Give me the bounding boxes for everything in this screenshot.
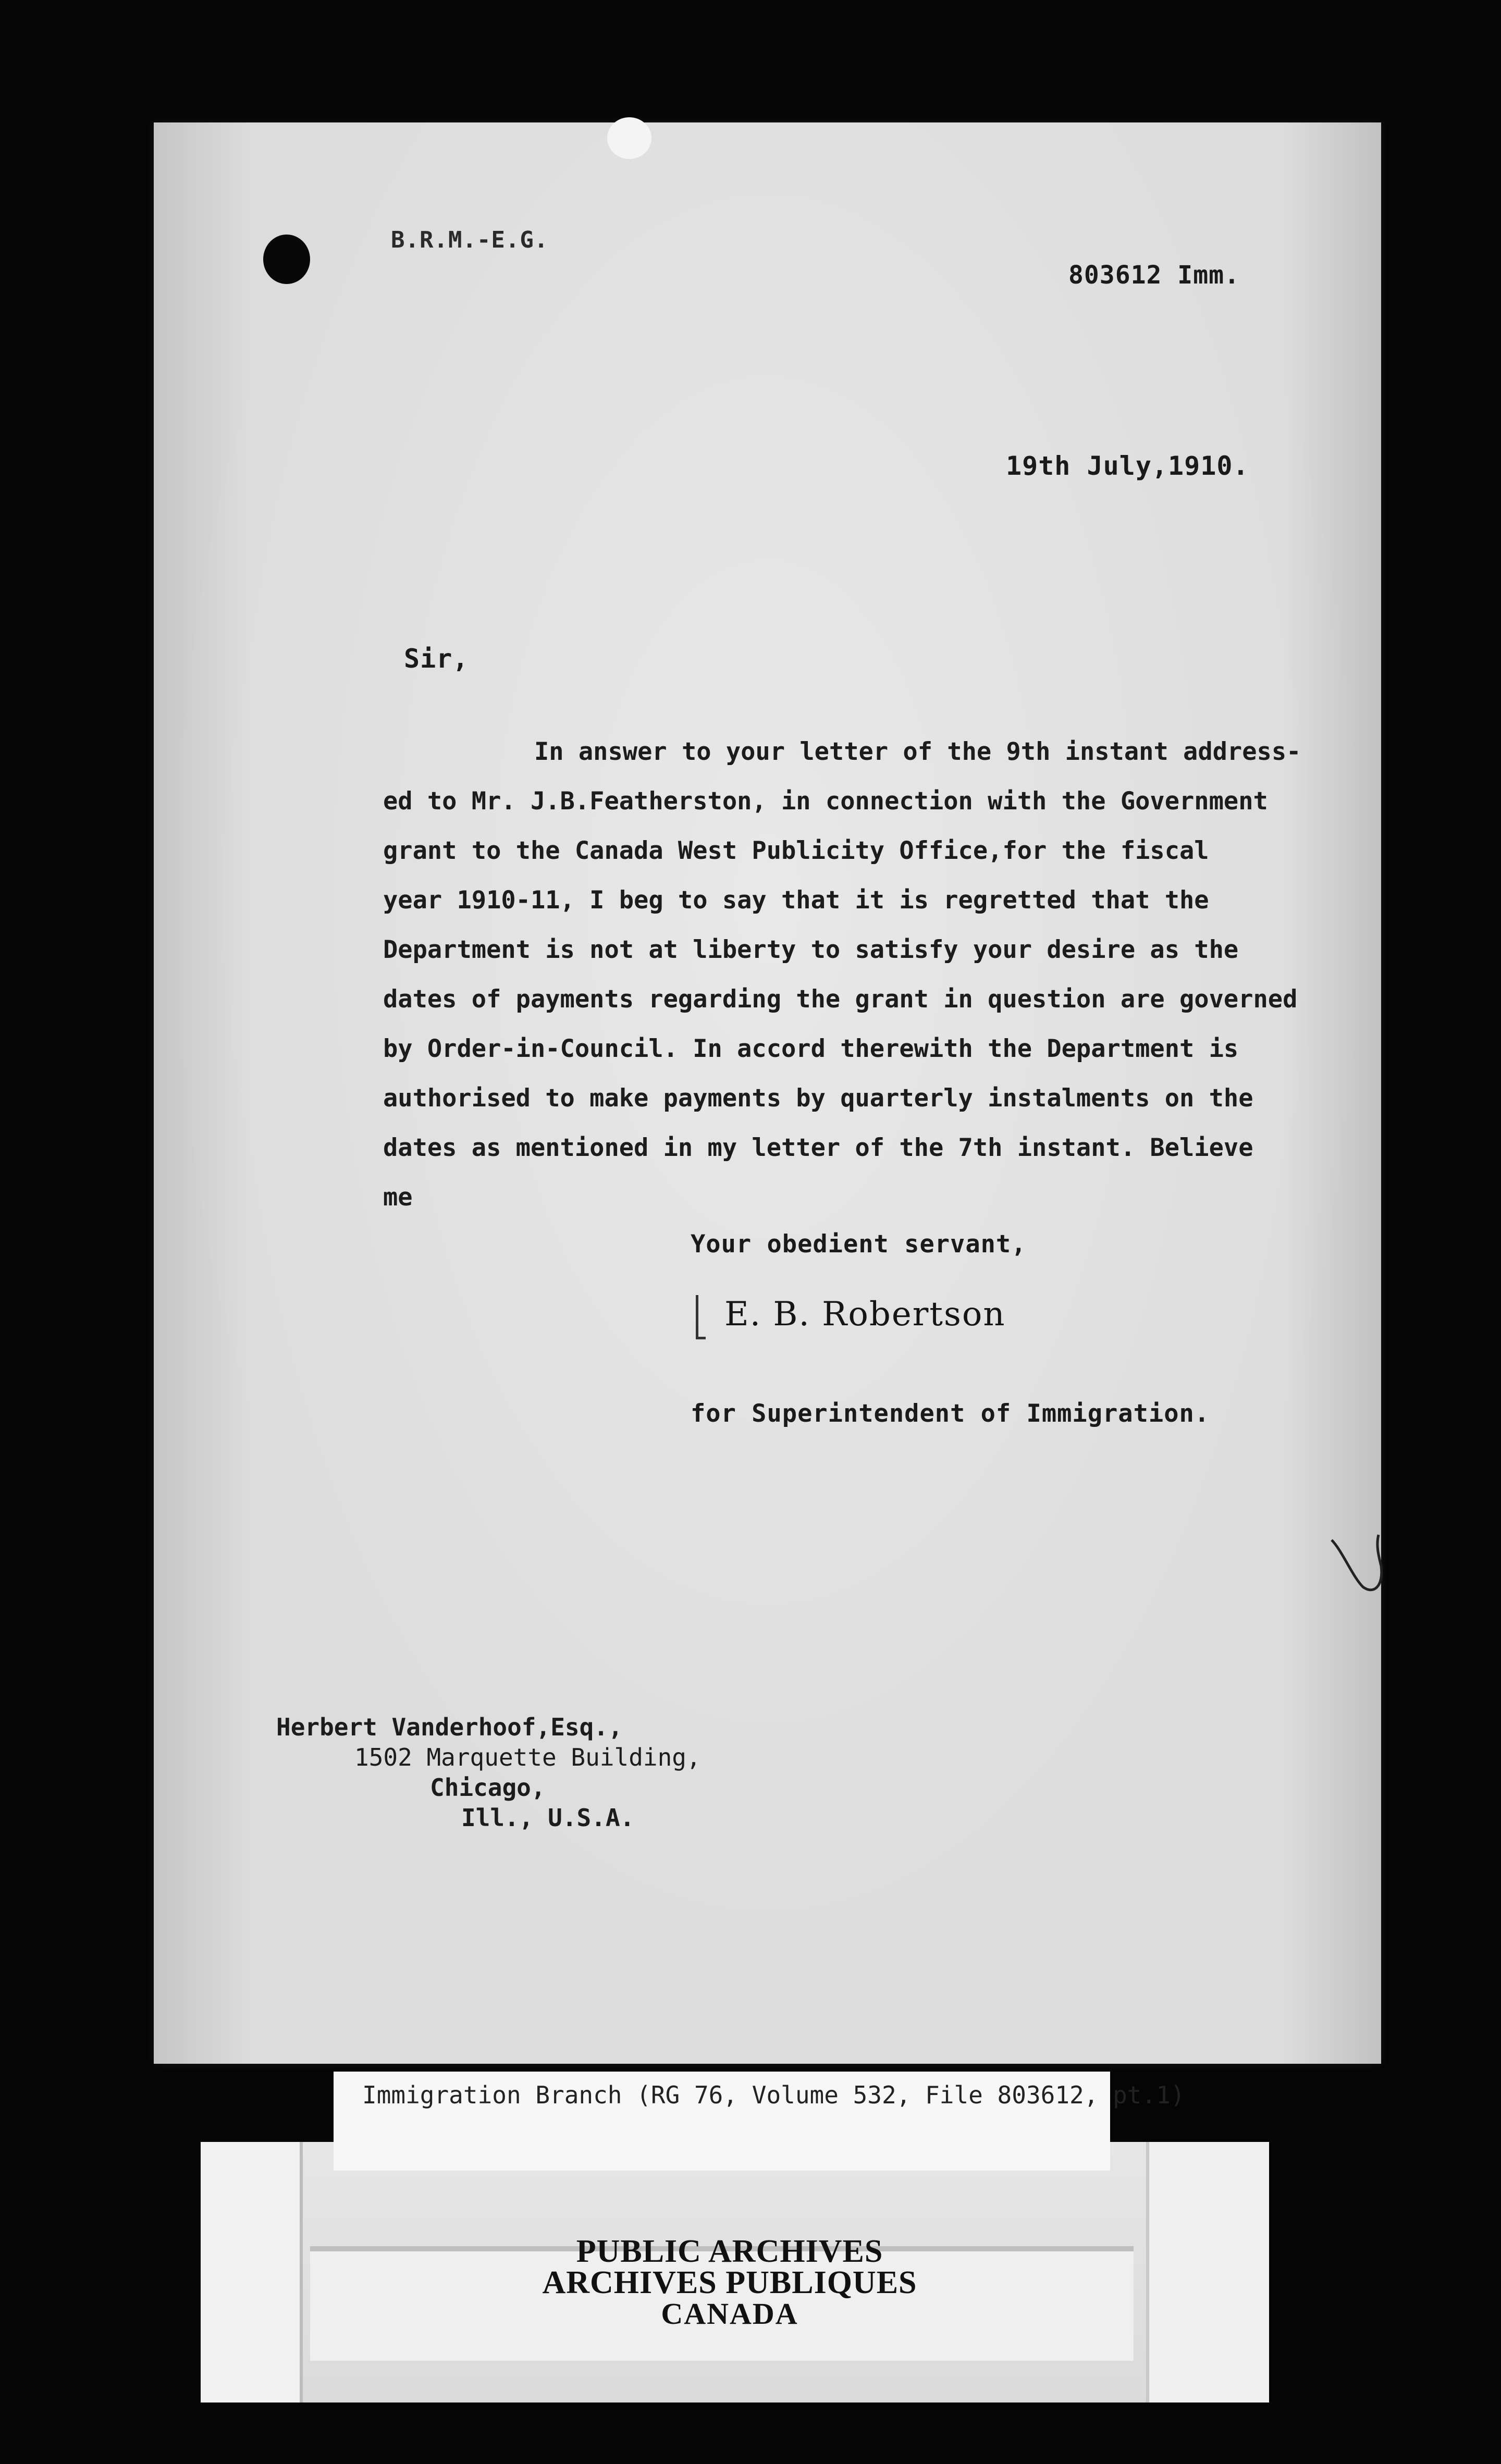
addressee-block: [276, 1712, 701, 1833]
letter-date: 19th July,1910.: [1006, 451, 1249, 481]
stamp-line-2: ARCHIVES PUBLIQUES: [542, 2265, 917, 2300]
punch-hole: [263, 235, 310, 284]
signatory-title: for Superintendent of Immigration.: [691, 1399, 1210, 1428]
stamp-line-1: PUBLIC ARCHIVES: [576, 2234, 883, 2269]
addressee-street: 1502 Marquette Building,: [354, 1743, 701, 1771]
letter-body: [383, 727, 1373, 1222]
body-line: dates of payments regarding the grant in question are governed: [383, 985, 1298, 1014]
addressee-region: Ill., U.S.A.: [461, 1804, 635, 1832]
addressee-name: Herbert Vanderhoof,Esq.,: [276, 1713, 623, 1741]
body-line: me: [383, 1183, 413, 1212]
body-line: authorised to make payments by quarterly instalments on the: [383, 1084, 1253, 1113]
closing: Your obedient servant,: [691, 1230, 1027, 1259]
body-line: ed to Mr. J.B.Featherston, in connection with the Government: [383, 787, 1268, 816]
reference-initials: B.R.M.-E.G.: [391, 227, 549, 253]
body-line: year 1910-11, I beg to say that it is regretted that the: [383, 886, 1209, 915]
signature-bracket: [696, 1295, 706, 1339]
addressee-city: Chicago,: [430, 1773, 546, 1802]
body-line: dates as mentioned in my letter of the 7th instant. Believe: [383, 1134, 1253, 1162]
salutation: Sir,: [404, 644, 469, 674]
archive-stamp: [521, 2236, 938, 2330]
punch-hole: [607, 117, 651, 159]
holder-clip-right: [1146, 2142, 1269, 2403]
letter-page: [154, 122, 1381, 2064]
file-reference-number: 803612 Imm.: [1068, 261, 1240, 290]
body-line: grant to the Canada West Publicity Office,for the fiscal: [383, 836, 1209, 865]
archive-reference-label: [334, 2072, 1185, 2171]
archive-reference-text: Immigration Branch (RG 76, Volume 532, File 803612, pt.1): [362, 2081, 1185, 2109]
stamp-line-3: CANADA: [661, 2297, 798, 2331]
body-line: by Order-in-Council. In accord therewith the Department is: [383, 1034, 1239, 1063]
pen-mark: [1326, 1530, 1399, 1603]
holder-clip-left: [201, 2142, 303, 2403]
body-line: Department is not at liberty to satisfy your desire as the: [383, 935, 1239, 964]
body-line: In answer to your letter of the 9th instant address-: [534, 737, 1301, 766]
signature-stamp: E. B. Robertson: [724, 1295, 1006, 1334]
